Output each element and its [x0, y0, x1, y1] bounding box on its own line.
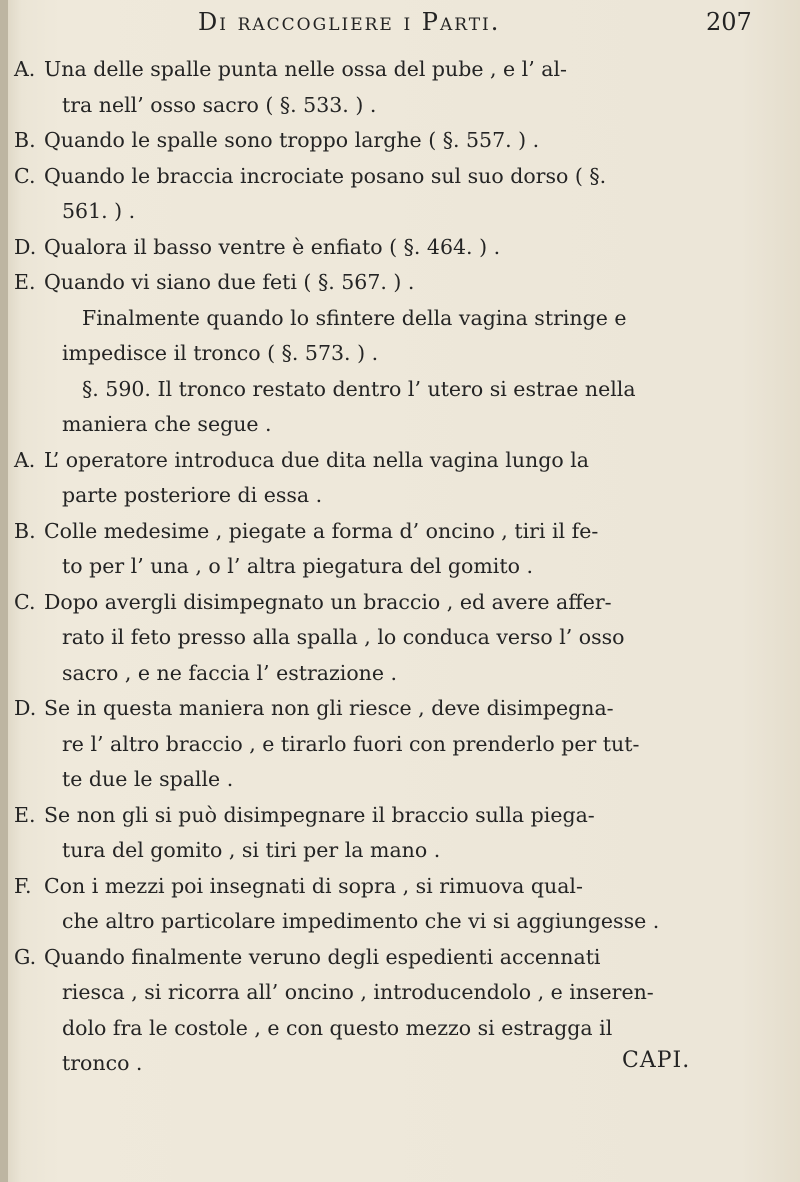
body-text	[0, 52, 790, 1082]
item-marker: B.	[14, 128, 36, 152]
text-line	[0, 443, 790, 479]
text-line	[0, 869, 790, 905]
line-text: tura del gomito , si tiri per la mano .	[62, 838, 441, 862]
text-line	[0, 194, 790, 230]
line-text: tronco .	[62, 1051, 143, 1075]
line-text: parte posteriore di essa .	[62, 483, 323, 507]
item-marker: B.	[14, 518, 36, 543]
line-text: Qualora il basso ventre è enfiato ( §. 464. ) .	[44, 234, 501, 259]
line-text: Con i mezzi poi insegnati di sopra , si rimuova qual-	[44, 873, 583, 898]
line-text: tra nell’ osso sacro ( §. 533. ) .	[62, 92, 377, 117]
section-line	[0, 372, 790, 408]
text-line	[0, 798, 790, 834]
line-text: Dopo avergli disimpegnato un braccio , ed avere affer-	[44, 589, 612, 614]
line-text: §. 590. Il tronco restato dentro l’ utero si estrae nella	[82, 376, 636, 401]
line-text: Quando vi siano due feti ( §. 567. ) .	[44, 270, 415, 294]
item-marker: G.	[14, 944, 37, 969]
text-line	[0, 88, 790, 124]
item-marker: C.	[14, 163, 36, 188]
text-line	[0, 407, 790, 443]
line-text: Quando finalmente veruno degli espedienti accennati	[44, 944, 601, 969]
line-text: rato il feto presso alla spalla , lo conduca verso l’ osso	[62, 625, 625, 649]
line-text: che altro particolare impedimento che vi si aggiungesse .	[62, 909, 660, 933]
item-marker: D.	[14, 234, 37, 259]
text-line	[0, 549, 790, 585]
text-line	[0, 123, 790, 159]
line-text: 561. ) .	[62, 199, 136, 223]
line-text: maniera che segue .	[62, 412, 272, 436]
item-marker: C.	[14, 589, 36, 614]
running-head: Di raccogliere i Parti.	[198, 8, 501, 36]
line-text: Quando le spalle sono troppo larghe ( §. 557. ) .	[44, 128, 540, 152]
text-line	[0, 691, 790, 727]
item-marker: E.	[14, 270, 36, 294]
line-text: Quando le braccia incrociate posano sul suo dorso ( §.	[44, 163, 607, 188]
text-line	[0, 1011, 790, 1047]
line-text: sacro , e ne faccia l’ estrazione .	[62, 660, 398, 685]
item-marker: F.	[14, 873, 32, 898]
line-text: Una delle spalle punta nelle ossa del pube , e l’ al-	[44, 57, 567, 81]
line-text: re l’ altro braccio , e tirarlo fuori con prenderlo per tut-	[62, 731, 640, 756]
text-line	[0, 833, 790, 869]
line-text: riesca , si ricorra all’ oncino , introducendolo , e inseren-	[62, 980, 654, 1004]
item-marker: E.	[14, 802, 36, 827]
text-line	[0, 301, 790, 337]
text-line	[0, 975, 790, 1011]
text-line	[0, 230, 790, 266]
line-text: impedisce il tronco ( §. 573. ) .	[62, 341, 379, 365]
text-line	[0, 656, 790, 692]
text-line	[0, 52, 790, 88]
text-line	[0, 727, 790, 763]
item-marker: A.	[14, 57, 36, 81]
line-text: te due le spalle .	[62, 767, 234, 791]
line-text: L’ operatore introduca due dita nella vagina lungo la	[44, 447, 590, 472]
catchword: CAPI.	[622, 1048, 691, 1073]
text-line	[0, 265, 790, 301]
line-text: Se in questa maniera non gli riesce , deve disimpegna-	[44, 696, 614, 720]
text-line	[0, 620, 790, 656]
page-number: 207	[706, 8, 752, 36]
text-line	[0, 904, 790, 940]
text-line	[0, 514, 790, 550]
item-marker: D.	[14, 696, 37, 720]
text-line	[0, 478, 790, 514]
line-text: Colle medesime , piegate a forma d’ oncino , tiri il fe-	[44, 518, 599, 543]
line-text: Se non gli si può disimpegnare il braccio sulla piega-	[44, 802, 595, 827]
page-header	[0, 8, 800, 48]
text-line	[0, 336, 790, 372]
line-text: to per l’ una , o l’ altra piegatura del gomito .	[62, 554, 533, 578]
item-marker: A.	[14, 447, 36, 472]
text-line	[0, 585, 790, 621]
line-text: Finalmente quando lo sfintere della vagina stringe e	[82, 305, 627, 330]
text-line	[0, 940, 790, 976]
text-line	[0, 159, 790, 195]
line-text: dolo fra le costole , e con questo mezzo si estragga il	[62, 1015, 613, 1040]
text-line	[0, 762, 790, 798]
